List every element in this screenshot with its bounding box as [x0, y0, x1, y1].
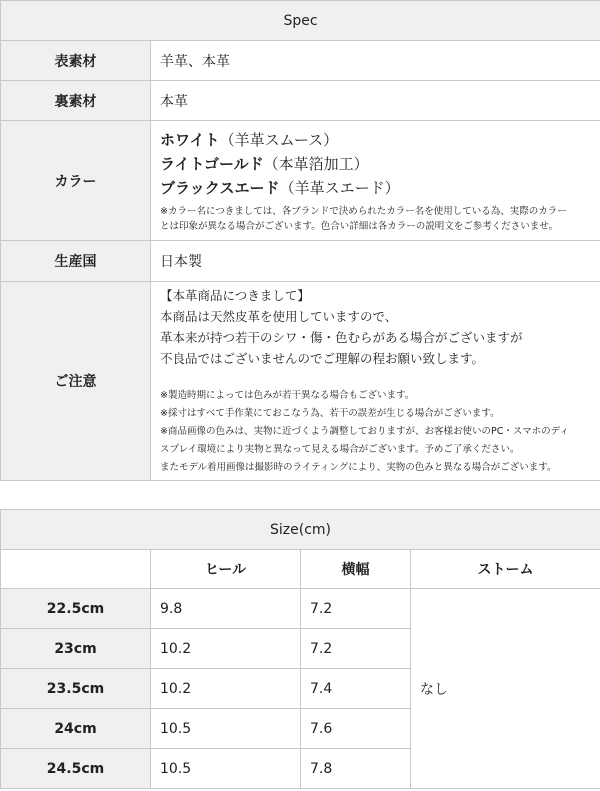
size-cell: 22.5cm — [1, 589, 151, 629]
heel-cell: 10.5 — [151, 709, 301, 749]
size-title: Size(cm) — [1, 510, 600, 550]
outer-material-value: 羊革、本革 — [151, 41, 600, 81]
heel-cell: 10.5 — [151, 749, 301, 789]
spec-row-color — [1, 121, 600, 241]
spec-row-outer-material — [1, 41, 600, 81]
color-option: ホワイト（羊革スムース） — [160, 130, 339, 149]
heel-column-header: ヒール — [151, 550, 301, 589]
size-cell: 23cm — [1, 629, 151, 669]
storm-column-header: ストーム — [411, 550, 600, 589]
width-cell: 7.6 — [301, 709, 411, 749]
origin-value: 日本製 — [151, 241, 600, 282]
size-cell: 24cm — [1, 709, 151, 749]
caution-value — [151, 282, 600, 481]
spec-title: Spec — [1, 1, 600, 41]
width-column-header: 横幅 — [301, 550, 411, 589]
heel-cell: 9.8 — [151, 589, 301, 629]
storm-cell: なし — [411, 589, 600, 789]
color-option: ブラックスエード（羊革スエード） — [160, 178, 400, 197]
size-cell: 24.5cm — [1, 749, 151, 789]
outer-material-label: 表素材 — [1, 41, 151, 81]
color-label: カラー — [1, 121, 151, 241]
spec-row-origin — [1, 241, 600, 282]
color-note: ※カラー名につきましては、各ブランドで決められたカラー名を使用している為、実際のカラー とは印象が異なる場合がございます。色合い詳細は各カラーの説明文をご参考くださいませ。 — [160, 205, 567, 232]
inner-material-label: 裏素材 — [1, 81, 151, 121]
width-cell: 7.4 — [301, 669, 411, 709]
inner-material-value: 本革 — [151, 81, 600, 121]
size-col-empty — [1, 550, 151, 589]
heel-cell: 10.2 — [151, 629, 301, 669]
size-cell: 23.5cm — [1, 669, 151, 709]
width-cell: 7.2 — [301, 629, 411, 669]
spec-row-caution — [1, 282, 600, 481]
caution-small-notes: ※製造時期によっては色みが若干異なる場合もございます。 ※採寸はすべて手作業にておこなう為、若干の誤差が生じる場合がございます。 ※商品画像の色みは、実物に近づくよう調整しておりますが、お客様お使いのPC・スマホのディ スプレイ環境により実物と異なって見える場合がございます。予めご了承ください。 またモデル着用画像は撮影時のライティングにより、実物の色みと異なる場合がございます。 — [160, 390, 569, 473]
table-row — [1, 589, 600, 629]
color-option: ライトゴールド（本革箔加工） — [160, 154, 369, 173]
width-cell: 7.2 — [301, 589, 411, 629]
caution-leather-note: 【本革商品につきまして】 本商品は天然皮革を使用していますので、 革本来が持つ若干のシワ・傷・色むらがある場合がございますが 不良品ではございませんのでご理解の程お願い致します。 — [160, 288, 523, 366]
width-cell: 7.8 — [301, 749, 411, 789]
origin-label: 生産国 — [1, 241, 151, 282]
spec-row-inner-material — [1, 81, 600, 121]
size-column-headers — [1, 550, 600, 589]
color-options — [160, 128, 600, 200]
color-value — [151, 121, 600, 241]
caution-label: ご注意 — [1, 282, 151, 481]
size-table — [0, 509, 600, 789]
heel-cell: 10.2 — [151, 669, 301, 709]
